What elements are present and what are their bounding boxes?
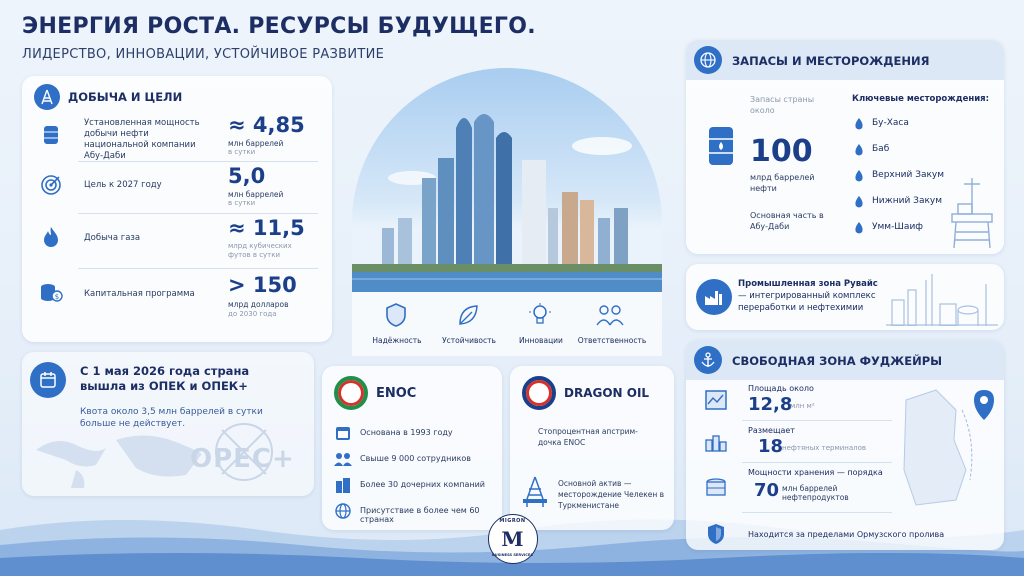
- fujairah-strait-text: Находится за пределами Ормузского пролива: [748, 530, 945, 539]
- badge-ring-top: MIGRON: [499, 518, 526, 524]
- divider: [78, 213, 318, 214]
- oil-barrel-icon: [38, 122, 64, 148]
- people-icon: [596, 302, 624, 328]
- ruwais-text: [738, 278, 888, 314]
- enoc-card: [322, 366, 502, 530]
- svg-text:$: $: [54, 293, 60, 301]
- production-row-note: в сутки: [228, 199, 256, 207]
- production-heading: ДОБЫЧА И ЦЕЛИ: [68, 90, 183, 104]
- fujairah-terminals-value: 18: [758, 436, 784, 457]
- field-name: Нижний Закум: [872, 196, 943, 206]
- fujairah-storage-value: 70: [754, 480, 780, 501]
- fujairah-storage-label: Мощности хранения — порядка: [748, 468, 883, 477]
- enoc-fact: Более 30 дочерних компаний: [360, 480, 485, 489]
- oil-platform-graphic: [944, 174, 1000, 250]
- enoc-logo: [334, 376, 368, 410]
- production-row-note: в сутки: [228, 148, 256, 156]
- divider: [742, 512, 892, 513]
- fujairah-terminals-unit: нефтяных терминалов: [782, 444, 867, 452]
- anchor-icon: [694, 346, 722, 374]
- enoc-name: ENOC: [376, 386, 417, 401]
- page-title: ЭНЕРГИЯ РОСТА. РЕСУРСЫ БУДУЩЕГО.: [22, 14, 536, 39]
- enoc-fact: Присутствие в более чем 60 странах: [360, 506, 480, 524]
- dragon-oil-logo: [522, 376, 556, 410]
- opec-card: [22, 352, 314, 496]
- oil-barrel-icon: [706, 124, 736, 168]
- field-name: Умм-Шаиф: [872, 222, 923, 232]
- value-label: Инновации: [519, 336, 563, 345]
- oil-rig-icon: [34, 84, 60, 110]
- people-icon: [334, 450, 352, 468]
- flame-icon: [38, 224, 64, 250]
- production-row-label: Капитальная программа: [84, 289, 195, 299]
- opec-crossed-logo: [212, 420, 276, 484]
- oil-rig-icon: [520, 474, 550, 508]
- reserves-heading: ЗАПАСЫ И МЕСТОРОЖДЕНИЯ: [732, 54, 930, 68]
- globe-icon: [694, 46, 722, 74]
- refinery-graphic: [886, 270, 998, 326]
- production-card: [22, 76, 332, 342]
- oil-drop-icon: [854, 196, 864, 208]
- map-area-icon: [704, 388, 728, 412]
- production-row-unit: млрд кубических футов в сутки: [228, 242, 292, 259]
- dragon-oil-asset: Основной актив — месторождение Челекен в Туркменистане: [558, 479, 665, 510]
- reserves-note: Основная часть в Абу-Даби: [750, 211, 824, 231]
- migron-badge: [488, 514, 538, 564]
- field-name: Баб: [872, 144, 890, 154]
- lightbulb-icon: [528, 302, 552, 328]
- value-label: Устойчивость: [442, 336, 496, 345]
- calendar-icon: [30, 362, 66, 398]
- ruwais-bold-phrase: Промышленная зона Рувайс: [738, 279, 878, 289]
- production-row-label: Цель к 2027 году: [84, 180, 162, 190]
- production-row-value: > 150: [228, 273, 297, 297]
- oil-drop-icon: [854, 118, 864, 130]
- reserves-lead: Запасы страны около: [750, 95, 815, 115]
- shield-icon: [384, 302, 408, 328]
- divider: [742, 462, 892, 463]
- fujairah-card: [686, 340, 1004, 550]
- fujairah-area-unit: млн м²: [790, 402, 815, 410]
- production-row-unit: млн баррелей: [228, 190, 284, 199]
- field-name: Верхний Закум: [872, 170, 945, 180]
- production-row-value: ≈ 11,5: [228, 216, 305, 240]
- page-subtitle: ЛИДЕРСТВО, ИННОВАЦИИ, УСТОЙЧИВОЕ РАЗВИТИЕ: [22, 47, 385, 62]
- storage-tank-icon: [704, 476, 728, 500]
- ruwais-rest-phrase: — интегрированный комплекс переработки и нефтехимии: [738, 291, 876, 313]
- dragon-oil-text: Стопроцентная апстрим-дочка ENOC: [538, 427, 638, 447]
- production-row-label: Добыча газа: [84, 233, 141, 243]
- dragon-oil-card: [510, 366, 674, 530]
- field-name: Бу-Хаса: [872, 118, 909, 128]
- buildings-icon: [334, 476, 352, 494]
- dragon-oil-name: DRAGON OIL: [564, 386, 650, 400]
- fujairah-area-value: 12,8: [748, 394, 793, 415]
- fujairah-storage-unit: млн баррелей нефтепродуктов: [782, 484, 849, 502]
- production-row-unit: млн баррелей: [228, 139, 284, 148]
- calendar-icon: [334, 424, 352, 442]
- oil-drop-icon: [854, 170, 864, 182]
- production-row-value: ≈ 4,85: [228, 113, 305, 137]
- ruwais-card: [686, 264, 1004, 330]
- coins-icon: [38, 280, 64, 306]
- fields-heading: Ключевые месторождения:: [852, 94, 990, 104]
- globe-icon: [334, 502, 352, 520]
- enoc-fact: Основана в 1993 году: [360, 428, 453, 437]
- world-map-graphic: [26, 430, 206, 490]
- opec-heading: С 1 мая 2026 года страна вышла из ОПЕК и ОПЕК+: [80, 364, 250, 393]
- value-label: Ответственность: [577, 336, 647, 345]
- value-label: Надёжность: [372, 336, 422, 345]
- fujairah-heading: СВОБОДНАЯ ЗОНА ФУДЖЕЙРЫ: [732, 354, 943, 368]
- factory-icon: [696, 279, 732, 315]
- divider: [78, 161, 318, 162]
- fujairah-map-graphic: [896, 380, 1002, 510]
- shield-icon: [704, 522, 728, 546]
- opec-text: Квота около 3,5 млн баррелей в сутки больше не действует.: [80, 407, 263, 429]
- city-skyline-image: [352, 68, 662, 292]
- production-row-value: 5,0: [228, 164, 266, 188]
- divider: [78, 268, 318, 269]
- divider: [742, 420, 892, 421]
- reserves-unit: млрд баррелей нефти: [750, 173, 815, 193]
- badge-ring-bottom: BUSINESS SERVICES: [492, 553, 533, 557]
- production-row-note: до 2030 года: [228, 310, 277, 318]
- enoc-fact: Свыше 9 000 сотрудников: [360, 454, 472, 463]
- badge-letter: M: [501, 527, 524, 551]
- leaf-icon: [456, 302, 480, 328]
- opec-logo-text: OPEC+: [190, 444, 295, 474]
- fujairah-area-label: Площадь около: [748, 384, 814, 393]
- reserves-value: 100: [750, 134, 813, 169]
- oil-drop-icon: [854, 144, 864, 156]
- oil-drop-icon: [854, 222, 864, 234]
- fujairah-terminals-label: Размещает: [748, 426, 795, 435]
- target-icon: [38, 172, 64, 198]
- values-row: [352, 292, 662, 356]
- terminals-icon: [704, 430, 728, 454]
- production-row-unit: млрд долларов: [228, 300, 289, 309]
- production-row-label: Установленная мощность добычи нефти национальной компании Абу-Даби: [84, 118, 200, 161]
- reserves-card: [686, 40, 1004, 254]
